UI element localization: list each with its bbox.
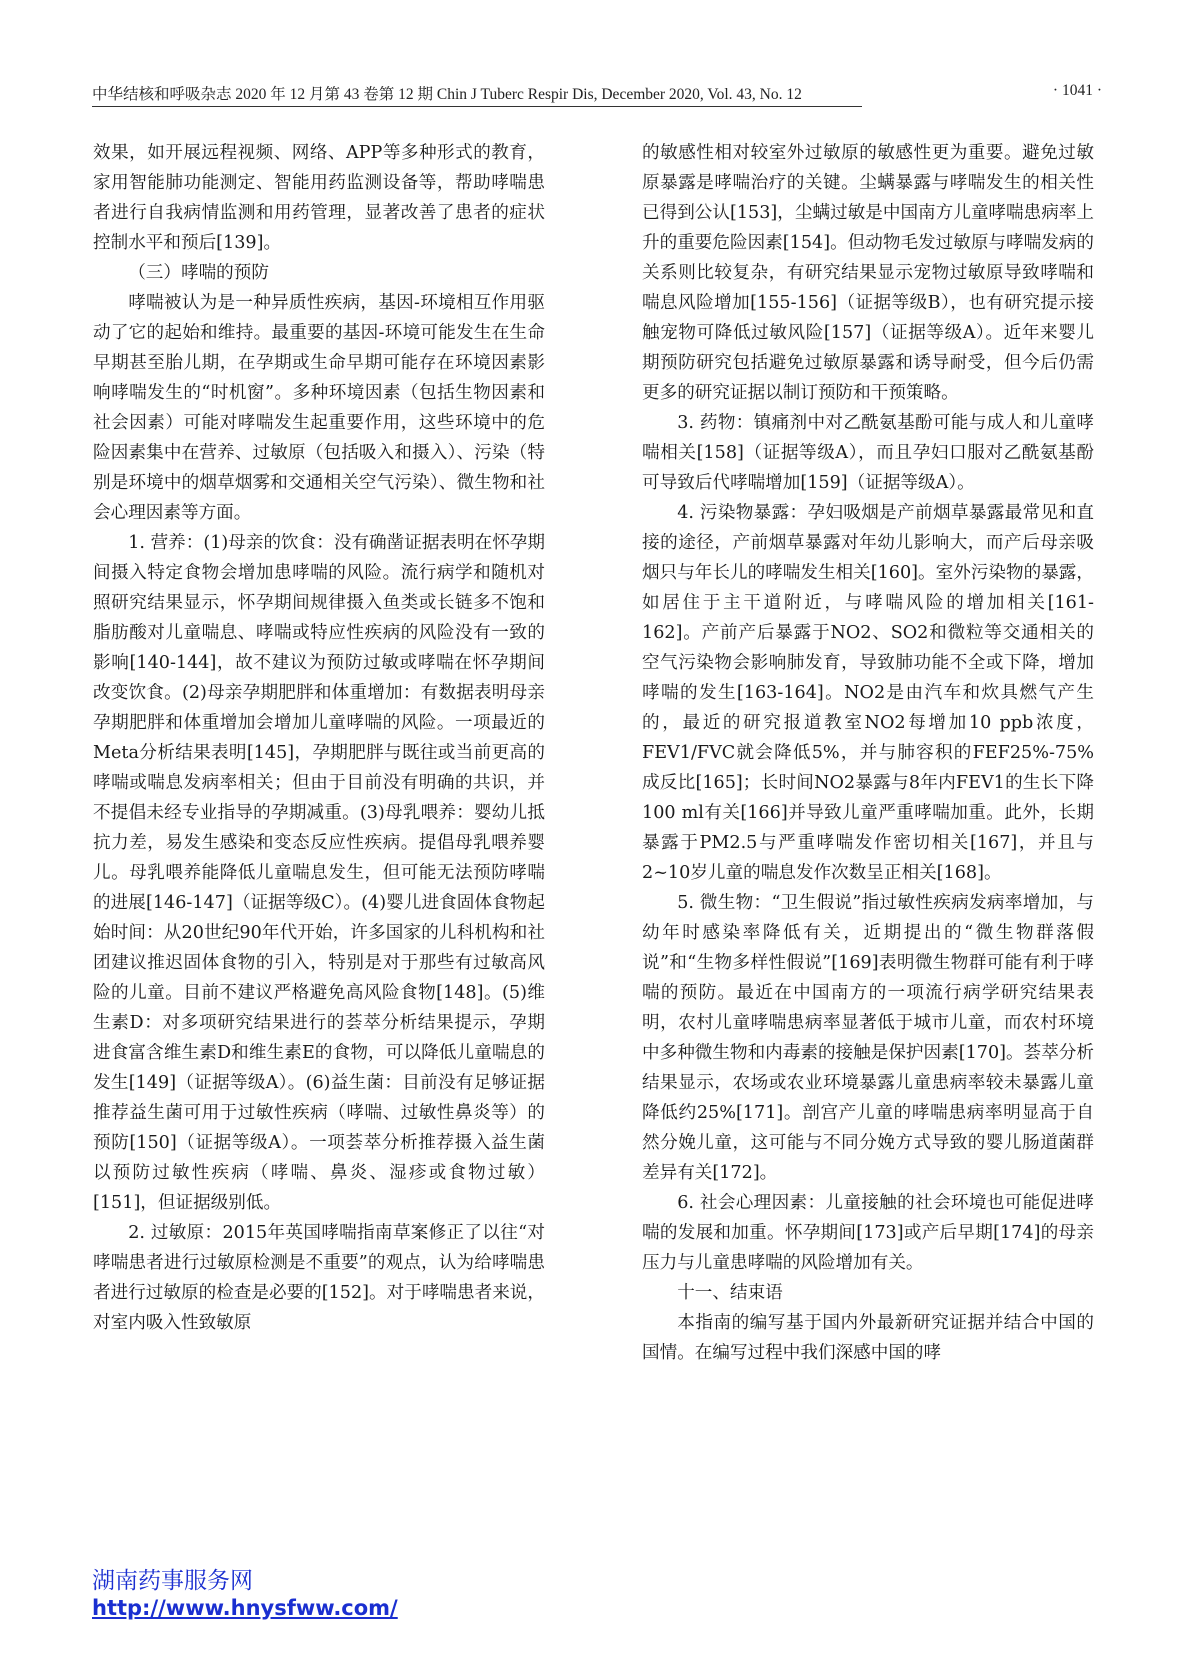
paragraph: 本指南的编写基于国内外最新研究证据并结合中国的国情。在编写过程中我们深感中国的哮 bbox=[642, 1313, 1094, 1363]
paragraph: 4. 污染物暴露：孕妇吸烟是产前烟草暴露最常见和直接的途径，产前烟草暴露对年幼儿影响大，而产后母亲吸烟只与年长儿的哮喘发生相关[160]。室外污染物的暴露，如居住于主干道附近，与哮喘风险的增加相关[161-162]。产前产后暴露于NO2、SO2和微粒等交通相关的空气污染物会影响肺发育，导致肺功能不全或下降，增加哮喘的发生[163-164]。NO2是由汽车和炊具燃气产生的，最近的研究报道教室NO2每增加10 ppb浓度，FEV1/FVC就会降低5%，并与肺容积的FEF25%-75%成反比[165]；长时间NO2暴露与8年内FEV1的生长下降100 ml有关[166]并导致儿童严重哮喘加重。此外，长期暴露于PM2.5与严重哮喘发作密切相关[167]，并且与2~10岁儿童的喘息发作次数呈正相关[168]。 bbox=[642, 503, 1094, 883]
paragraph: 2. 过敏原：2015年英国哮喘指南草案修正了以往“对哮喘患者进行过敏原检测是不重要”的观点，认为给哮喘患者进行过敏原的检查是必要的[152]。对于哮喘患者来说，对室内吸入性致敏原 bbox=[93, 1223, 545, 1333]
paragraph: 哮喘被认为是一种异质性疾病，基因-环境相互作用驱动了它的起始和维持。最重要的基因-环境可能发生在生命早期甚至胎儿期，在孕期或生命早期可能存在环境因素影响哮喘发生的“时机窗”。多种环境因素（包括生物因素和社会因素）可能对哮喘发生起重要作用，这些环境中的危险因素集中在营养、过敏原（包括吸入和摄入）、污染（特别是环境中的烟草烟雾和交通相关空气污染）、微生物和社会心理因素等方面。 bbox=[93, 293, 545, 523]
right-column bbox=[642, 138, 1094, 1368]
paragraph: 3. 药物：镇痛剂中对乙酰氨基酚可能与成人和儿童哮喘相关[158]（证据等级A），而且孕妇口服对乙酰氨基酚可导致后代哮喘增加[159]（证据等级A）。 bbox=[642, 413, 1094, 493]
journal-citation: 中华结核和呼吸杂志 2020 年 12 月第 43 卷第 12 期 Chin J Tuberc Respir Dis, December 2020, Vol. 43, No. 12 bbox=[92, 86, 802, 103]
header-rule bbox=[92, 106, 862, 107]
paragraph: 5. 微生物：“卫生假说”指过敏性疾病发病率增加，与幼年时感染率降低有关，近期提出的“微生物群落假说”和“生物多样性假说”[169]表明微生物群可能有利于哮喘的预防。最近在中国南方的一项流行病学研究结果表明，农村儿童哮喘患病率显著低于城市儿童，而农村环境中多种微生物和内毒素的接触是保护因素[170]。荟萃分析结果显示，农场或农业环境暴露儿童患病率较未暴露儿童降低约25%[171]。剖宫产儿童的哮喘患病率明显高于自然分娩儿童，这可能与不同分娩方式导致的婴儿肠道菌群差异有关[172]。 bbox=[642, 893, 1094, 1183]
page-number: · 1041 · bbox=[1052, 82, 1102, 99]
watermark-site-name: 湖南药事服务网 bbox=[92, 1568, 253, 1594]
paragraph: 1. 营养：(1)母亲的饮食：没有确凿证据表明在怀孕期间摄入特定食物会增加患哮喘的风险。流行病学和随机对照研究结果显示，怀孕期间规律摄入鱼类或长链多不饱和脂肪酸对儿童喘息、哮喘或特应性疾病的风险没有一致的影响[140-144]，故不建议为预防过敏或哮喘在怀孕期间改变饮食。(2)母亲孕期肥胖和体重增加：有数据表明母亲孕期肥胖和体重增加会增加儿童哮喘的风险。一项最近的Meta分析结果表明[145]，孕期肥胖与既往或当前更高的哮喘或喘息发病率相关；但由于目前没有明确的共识，并不提倡未经专业指导的孕期减重。(3)母乳喂养：婴幼儿抵抗力差，易发生感染和变态反应性疾病。提倡母乳喂养婴儿。母乳喂养能降低儿童喘息发生，但可能无法预防哮喘的进展[146-147]（证据等级C）。(4)婴儿进食固体食物起始时间：从20世纪90年代开始，许多国家的儿科机构和社团建议推迟固体食物的引入，特别是对于那些有过敏高风险的儿童。目前不建议严格避免高风险食物[148]。(5)维生素D：对多项研究结果进行的荟萃分析结果提示，孕期进食富含维生素D和维生素E的食物，可以降低儿童喘息的发生[149]（证据等级A）。(6)益生菌：目前没有足够证据推荐益生菌可用于过敏性疾病（哮喘、过敏性鼻炎等）的预防[150]（证据等级A）。一项荟萃分析推荐摄入益生菌以预防过敏性疾病（哮喘、鼻炎、湿疹或食物过敏）[151]，但证据级别低。 bbox=[93, 533, 545, 1213]
paragraph-continuation: 的敏感性相对较室外过敏原的敏感性更为重要。避免过敏原暴露是哮喘治疗的关键。尘螨暴露与哮喘发生的相关性已得到公认[153]，尘螨过敏是中国南方儿童哮喘患病率上升的重要危险因素[154]。但动物毛发过敏原与哮喘发病的关系则比较复杂，有研究结果显示宠物过敏原导致哮喘和喘息风险增加[155-156]（证据等级B），也有研究提示接触宠物可降低过敏风险[157]（证据等级A）。近年来婴儿期预防研究包括避免过敏原暴露和诱导耐受，但今后仍需更多的研究证据以制订预防和干预策略。 bbox=[642, 143, 1094, 403]
watermark bbox=[92, 1567, 398, 1621]
section-heading: （三）哮喘的预防 bbox=[128, 263, 269, 283]
watermark-link[interactable]: http://www.hnysfww.com/ bbox=[92, 1596, 398, 1620]
section-heading: 十一、结束语 bbox=[677, 1283, 783, 1303]
paragraph-continuation: 效果，如开展远程视频、网络、APP等多种形式的教育，家用智能肺功能测定、智能用药监测设备等，帮助哮喘患者进行自我病情监测和用药管理，显著改善了患者的症状控制水平和预后[139]。 bbox=[93, 143, 545, 253]
paragraph: 6. 社会心理因素：儿童接触的社会环境也可能促进哮喘的发展和加重。怀孕期间[173]或产后早期[174]的母亲压力与儿童患哮喘的风险增加有关。 bbox=[642, 1193, 1094, 1273]
left-column bbox=[93, 138, 545, 1338]
